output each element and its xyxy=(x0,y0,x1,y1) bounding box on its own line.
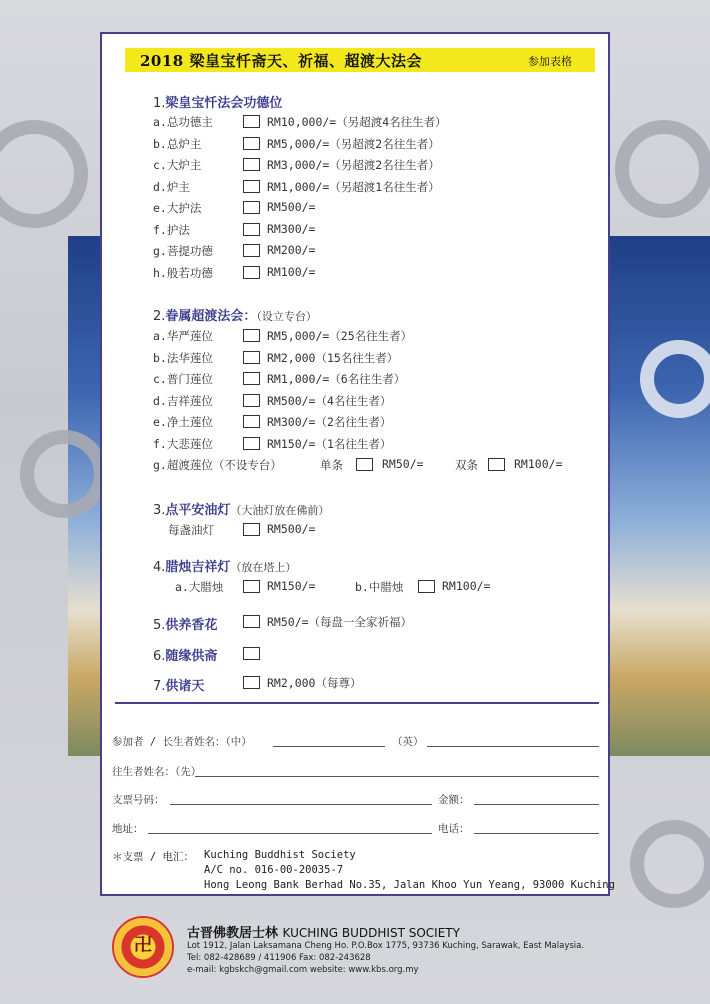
form-subtitle: 参加表格 xyxy=(528,55,572,68)
section1-item-label: a.总功德主 xyxy=(153,115,213,129)
section2-item-amount: RM2,000（15名往生者） xyxy=(267,350,399,365)
section5-heading: 5.供养香花 xyxy=(153,618,218,633)
section2-heading: 2.眷属超渡法会：（设立专台） xyxy=(153,309,317,324)
section2-item-checkbox[interactable] xyxy=(243,372,260,385)
section4-a-checkbox[interactable] xyxy=(243,580,260,593)
section3-checkbox[interactable] xyxy=(243,523,260,536)
section7-checkbox[interactable] xyxy=(243,676,260,689)
cloud-swirl-decoration xyxy=(615,120,710,218)
section1-item-checkbox[interactable] xyxy=(243,180,260,193)
section1-item-checkbox[interactable] xyxy=(243,244,260,257)
section4-heading: 4.腊烛吉祥灯（放在塔上） xyxy=(153,560,297,575)
section5-amount: RM50/=（每盘一全家祈福） xyxy=(267,615,413,629)
section1-heading: 1.梁皇宝忏法会功德位 xyxy=(153,96,283,111)
cheque-number-label: 支票号码： xyxy=(112,794,165,806)
section1-item-checkbox[interactable] xyxy=(243,223,260,236)
participant-name-en-field[interactable] xyxy=(427,746,599,747)
payment-account-number: A/C no. 016-00-20035-7 xyxy=(204,864,344,876)
payment-bank-address: Hong Leong Bank Berhad No.35, Jalan Khoo Yun Yeang, 93000 Kuching xyxy=(204,879,615,891)
section2-item-label: f.大悲莲位 xyxy=(153,436,213,451)
section2-item-label: d.吉祥莲位 xyxy=(153,393,213,408)
cloud-swirl-decoration xyxy=(630,820,710,908)
section2-item-checkbox[interactable] xyxy=(243,351,260,364)
section1-item-checkbox[interactable] xyxy=(243,266,260,279)
section1-item-checkbox[interactable] xyxy=(243,115,260,128)
section1-item-amount: RM100/= xyxy=(267,264,316,279)
section2-g-double-amount: RM100/= xyxy=(514,457,563,471)
phone-field[interactable] xyxy=(474,833,599,834)
section3-heading: 3.点平安油灯（大油灯放在佛前） xyxy=(153,503,330,518)
org-address: Lot 1912, Jalan Laksamana Cheng Ho. P.O.Box 1775, 93736 Kuching, Sarawak, East Malaysia. xyxy=(187,941,585,951)
section1-item-checkbox[interactable] xyxy=(243,137,260,150)
section5-checkbox[interactable] xyxy=(243,615,260,628)
payment-account-name: Kuching Buddhist Society xyxy=(204,849,356,861)
section1-item-label: d.炉主 xyxy=(153,179,190,194)
amount-field[interactable] xyxy=(474,804,599,805)
address-field[interactable] xyxy=(148,833,432,834)
section4-a-label: a.大腊烛 xyxy=(175,580,224,594)
section1-item-checkbox[interactable] xyxy=(243,201,260,214)
participant-name-label: 参加者 / 长生者姓名：（中） xyxy=(112,736,252,748)
form-title: 2018 梁皇宝忏斋天、祈福、超渡大法会 xyxy=(140,52,422,70)
cheque-number-field[interactable] xyxy=(170,804,432,805)
section2-item-checkbox[interactable] xyxy=(243,329,260,342)
section1-item-amount: RM200/= xyxy=(267,243,316,257)
participant-name-cn-field[interactable] xyxy=(273,746,385,747)
section6-checkbox[interactable] xyxy=(243,647,260,660)
org-name: 古晋佛教居士林 KUCHING BUDDHIST SOCIETY xyxy=(187,926,460,941)
section2-item-checkbox[interactable] xyxy=(243,394,260,407)
section7-amount: RM2,000（每尊） xyxy=(267,676,362,690)
cloud-swirl-decoration xyxy=(20,430,108,518)
section2-g-single-label: 单条 xyxy=(320,458,343,472)
section2-item-amount: RM500/=（4名往生者） xyxy=(267,393,392,408)
section2-g-single-amount: RM50/= xyxy=(382,457,424,471)
section2-g-double-checkbox[interactable] xyxy=(488,458,505,471)
section1-item-label: h.般若功德 xyxy=(153,265,213,280)
org-email-website: e-mail: kgbskch@gmail.com website: www.kbs.org.my xyxy=(187,965,419,975)
section-divider xyxy=(115,702,599,704)
section1-item-label: c.大炉主 xyxy=(153,158,202,172)
amount-label: 金额： xyxy=(438,794,470,806)
section4-a-amount: RM150/= xyxy=(267,579,316,593)
section2-item-label: e.净土莲位 xyxy=(153,415,213,429)
section6-heading: 6.随缘供斋 xyxy=(153,649,218,664)
payment-label: ＊支票 / 电汇： xyxy=(112,851,194,863)
section2-g-double-label: 双条 xyxy=(455,458,478,472)
deceased-name-label: 往生者姓名：（先） xyxy=(112,766,202,778)
section2-item-amount: RM150/=（1名往生者） xyxy=(267,436,392,451)
section1-item-amount: RM3,000/=（另超渡2名往生者） xyxy=(267,158,440,172)
section2-item-label: a.华严莲位 xyxy=(153,329,213,343)
section2-item-checkbox[interactable] xyxy=(243,437,260,450)
section2-item-amount: RM1,000/=（6名往生者） xyxy=(267,372,406,386)
section3-amount: RM500/= xyxy=(267,522,316,536)
cloud-swirl-decoration xyxy=(640,340,710,418)
org-tel-fax: Tel: 082-428689 / 411906 Fax: 082-243628 xyxy=(187,953,371,963)
phone-label: 电话： xyxy=(438,823,470,835)
deceased-name-field[interactable] xyxy=(195,776,599,777)
section2-item-checkbox[interactable] xyxy=(243,415,260,428)
section1-item-amount: RM5,000/=（另超渡2名往生者） xyxy=(267,136,440,151)
section1-item-amount: RM500/= xyxy=(267,200,316,214)
section4-b-amount: RM100/= xyxy=(442,579,491,593)
section1-item-label: b.总炉主 xyxy=(153,136,202,151)
section2-item-amount: RM300/=（2名往生者） xyxy=(267,415,392,429)
participant-name-en-label: （英） xyxy=(392,736,424,748)
section2-g-label: g.超渡莲位（不设专台） xyxy=(153,458,282,472)
section2-g-single-checkbox[interactable] xyxy=(356,458,373,471)
section3-item-label: 每盏油灯 xyxy=(168,523,214,537)
section1-item-label: f.护法 xyxy=(153,222,190,237)
address-label: 地址： xyxy=(112,823,144,835)
section2-item-label: b.法华莲位 xyxy=(153,350,213,365)
section1-item-amount: RM1,000/=（另超渡1名往生者） xyxy=(267,179,440,194)
section1-item-label: g.菩提功德 xyxy=(153,244,213,258)
section1-item-amount: RM10,000/=（另超渡4名往生者） xyxy=(267,115,447,129)
section1-item-amount: RM300/= xyxy=(267,221,316,236)
section2-item-label: c.普门莲位 xyxy=(153,372,213,386)
section2-item-amount: RM5,000/=（25名往生者） xyxy=(267,329,413,343)
dharma-symbol-icon: 卍 xyxy=(134,935,152,956)
section1-item-label: e.大护法 xyxy=(153,201,202,215)
section1-item-checkbox[interactable] xyxy=(243,158,260,171)
section4-b-label: b.中腊烛 xyxy=(355,580,404,594)
section7-heading: 7.供诸天 xyxy=(153,679,205,694)
section4-b-checkbox[interactable] xyxy=(418,580,435,593)
